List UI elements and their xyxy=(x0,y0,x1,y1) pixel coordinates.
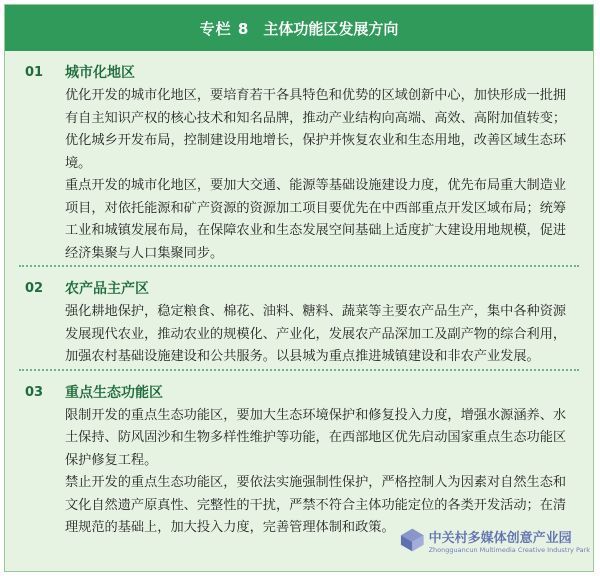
paragraph: 禁止开发的重点生态功能区，要依法实施强制性保护，严格控制人为因素对自然生态和文化自然遗产原真性、完整性的干扰，严禁不符合主体功能定位的各类开发活动；在清理规范的基础上，加大投入力度，完善管理体制和政策。 xyxy=(65,475,567,535)
section-title: 重点生态功能区 xyxy=(65,384,163,401)
section-agriculture xyxy=(19,265,579,369)
box-header xyxy=(5,5,593,51)
section-urban xyxy=(19,51,579,265)
paragraph: 重点开发的城市化地区，要加大交通、能源等基础设施建设力度，优先布局重大制造业项目，对依托能源和矿产资源的资源加工项目要优先在中西部重点开发区域布局；统筹工业和城镇发展布局，在保障农业和生态发展空间基础上适度扩大建设用地规模，促进经济集聚与人口集聚同步。 xyxy=(65,178,567,261)
section-title: 城市化地区 xyxy=(65,65,135,81)
section-number: 01 xyxy=(25,65,44,80)
watermark xyxy=(400,520,590,560)
feature-box xyxy=(4,4,594,572)
watermark-text: 中关村多媒体创意产业园 xyxy=(428,530,572,546)
section-number: 02 xyxy=(25,281,44,296)
paragraph: 限制开发的重点生态功能区，要加大生态环境保护和修复投入力度，增强水源涵养、水土保持、防风固沙和生物多样性维护等功能，在西部地区优先启动国家重点生态功能区保护修复工程。 xyxy=(65,407,567,468)
section-title: 农产品主产区 xyxy=(65,281,149,297)
box-label: 专栏 8 xyxy=(199,19,250,38)
box-title: 主体功能区发展方向 xyxy=(263,19,399,38)
paragraph: 优化开发的城市化地区，要培育若干各具特色和优势的区域创新中心，加快形成一批拥有自主知识产权的核心技术和知名品牌，推动产业结构向高端、高效、高附加值转变；优化城乡开发布局，控制建设用地增长，保护并恢复农业和生态用地，改善区域生态环境。 xyxy=(65,88,567,171)
watermark-subtext: Zhongguancun Multimedia Creative Industry Park xyxy=(428,545,590,554)
section-number: 03 xyxy=(25,384,44,400)
watermark-logo-icon xyxy=(400,527,425,553)
paragraph: 强化耕地保护，稳定粮食、棉花、油料、糖料、蔬菜等主要农产品生产，集中各种资源发展现代农业，推动农业的规模化、产业化，发展农产品深加工及副产物的综合利用，加强农村基础设施建设和公共服务。以县城为重点推进城镇建设和非农产业发展。 xyxy=(65,304,567,364)
section-ecology xyxy=(19,369,579,540)
